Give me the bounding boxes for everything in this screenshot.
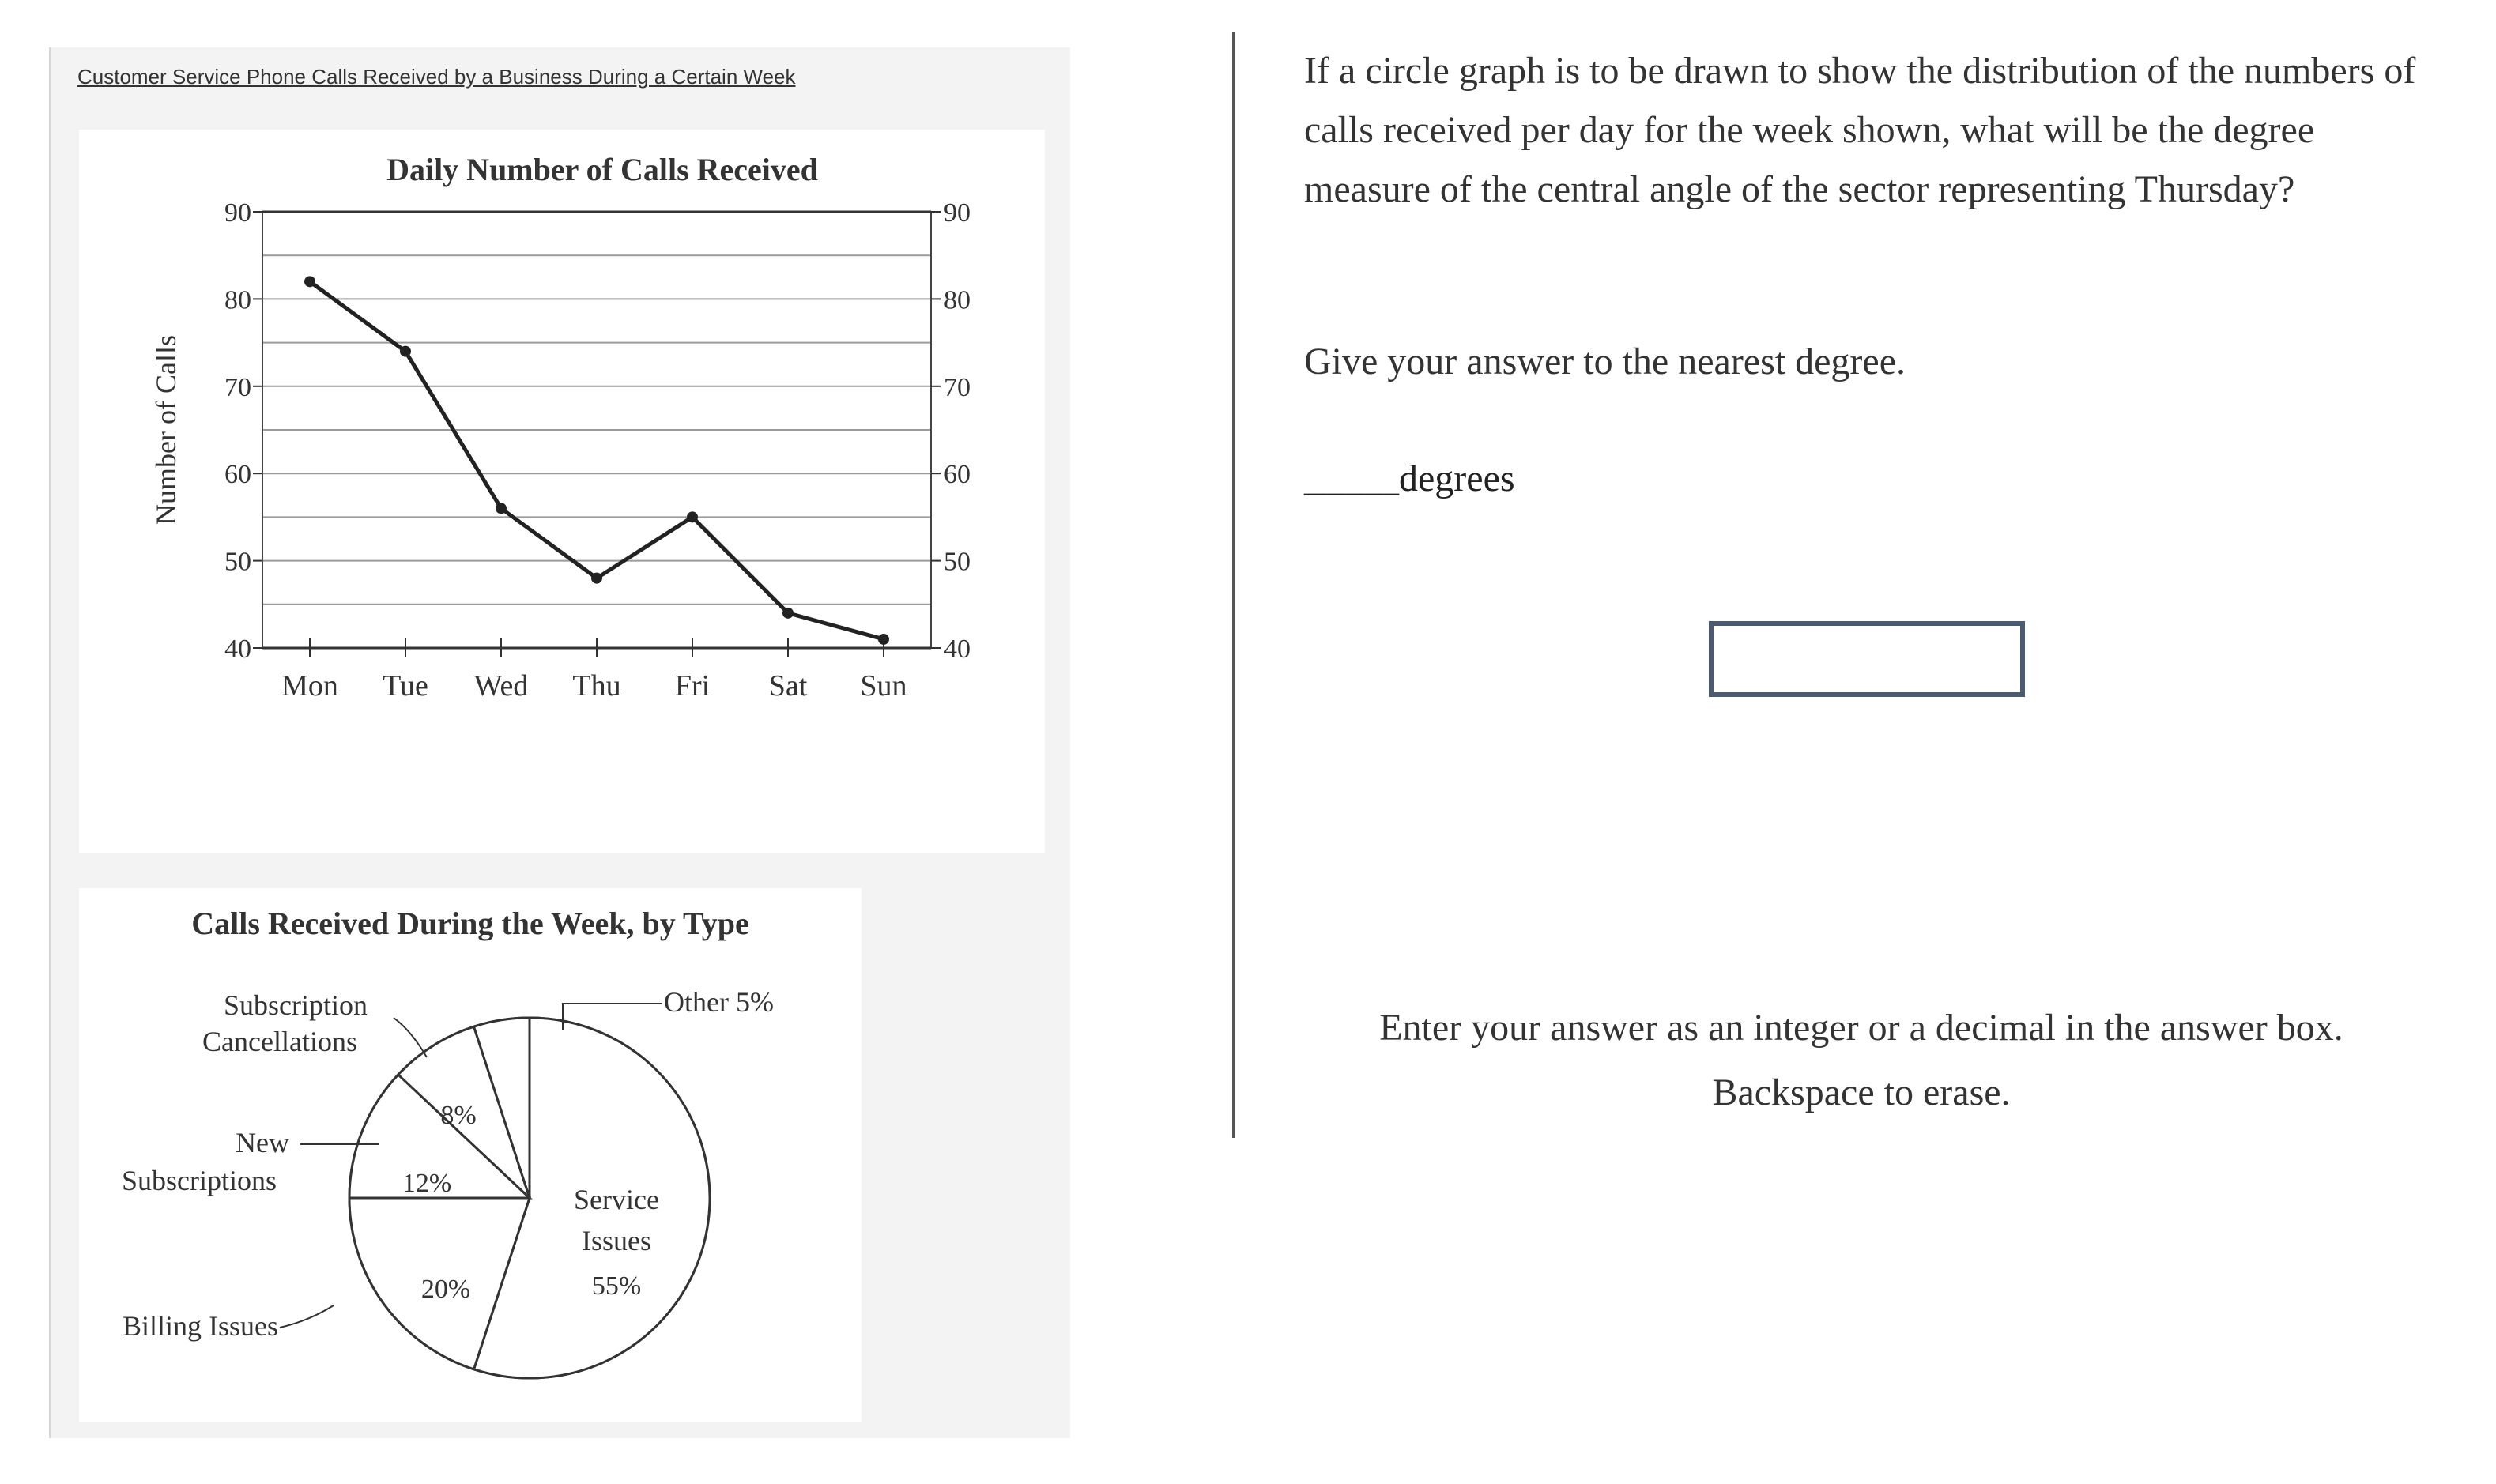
slice-percent-label: 55% [591,1271,642,1301]
y-tick-label-right: 40 [944,635,971,664]
line-chart-container [79,130,1045,853]
stimulus-title: Customer Service Phone Calls Received by a Business During a Certain Week [77,65,796,89]
data-point [304,276,315,287]
x-tick-label: Sat [768,669,808,702]
y-axis-label: Number of Calls [150,335,182,525]
calls-series-line [310,281,884,639]
y-tick-label-right: 90 [944,198,971,228]
y-tick-label-right: 70 [944,372,971,402]
y-tick-label: 70 [224,372,251,402]
x-tick-label: Fri [674,669,711,702]
y-tick-label: 80 [224,285,251,315]
pie-chart [79,888,862,1422]
service-label-line1: Service [574,1184,659,1215]
unit-label: degrees [1399,458,1515,499]
answer-blank: _____ [1304,458,1399,499]
x-tick-label: Wed [473,669,529,702]
data-point [687,511,698,522]
question-text: If a circle graph is to be drawn to show the distribution of the numbers of calls received per day for the week shown, what will be the degree measure of the central angle of the sector representing Thursday? [1304,50,2416,210]
billing-leader [280,1305,334,1328]
y-tick-label-right: 50 [944,547,971,577]
y-tick-label: 50 [224,547,251,577]
y-tick-label-right: 60 [944,460,971,490]
slice-percent-label: 12% [402,1169,452,1198]
stimulus-panel [49,47,1070,1438]
answer-blank-line [1304,449,1515,508]
panel-divider [1232,32,1235,1138]
line-chart [79,130,1045,853]
other-label: Other 5% [664,986,774,1018]
data-point [782,608,794,619]
pie-chart-container [79,888,862,1422]
service-label-line2: Issues [582,1225,651,1256]
cancel-label-line2: Cancellations [202,1026,357,1057]
rounding-instruction: Give your answer to the nearest degree. [1304,341,1906,382]
billing-label: Billing Issues [122,1310,278,1342]
y-tick-label: 40 [224,635,251,664]
line-chart-title: Daily Number of Calls Received [386,152,818,187]
entry-instructions [1304,996,2419,1125]
new-label-line2: Subscriptions [121,1165,277,1196]
cancel-leader [394,1018,427,1057]
data-point [878,634,889,645]
entry-note-line-1: Enter your answer as an integer or a decimal in the answer box. [1379,1007,2343,1049]
x-tick-label: Tue [383,669,428,702]
new-label-line1: New [236,1127,289,1158]
data-point [496,503,507,514]
pie-chart-title: Calls Received During the Week, by Type [191,906,749,941]
x-tick-label: Mon [281,669,338,702]
answer-input[interactable] [1709,621,2025,697]
x-tick-label: Thu [572,669,621,702]
x-tick-label: Sun [860,669,907,702]
y-tick-label: 90 [224,198,251,228]
y-tick-label: 60 [224,460,251,490]
slice-percent-label: 20% [420,1275,471,1304]
data-point [400,346,411,357]
cancel-label-line1: Subscription [223,989,368,1021]
data-point [591,573,602,584]
entry-note-line-2: Backspace to erase. [1712,1072,2011,1113]
slice-percent-label: 8% [440,1101,477,1130]
y-tick-label-right: 80 [944,285,971,315]
